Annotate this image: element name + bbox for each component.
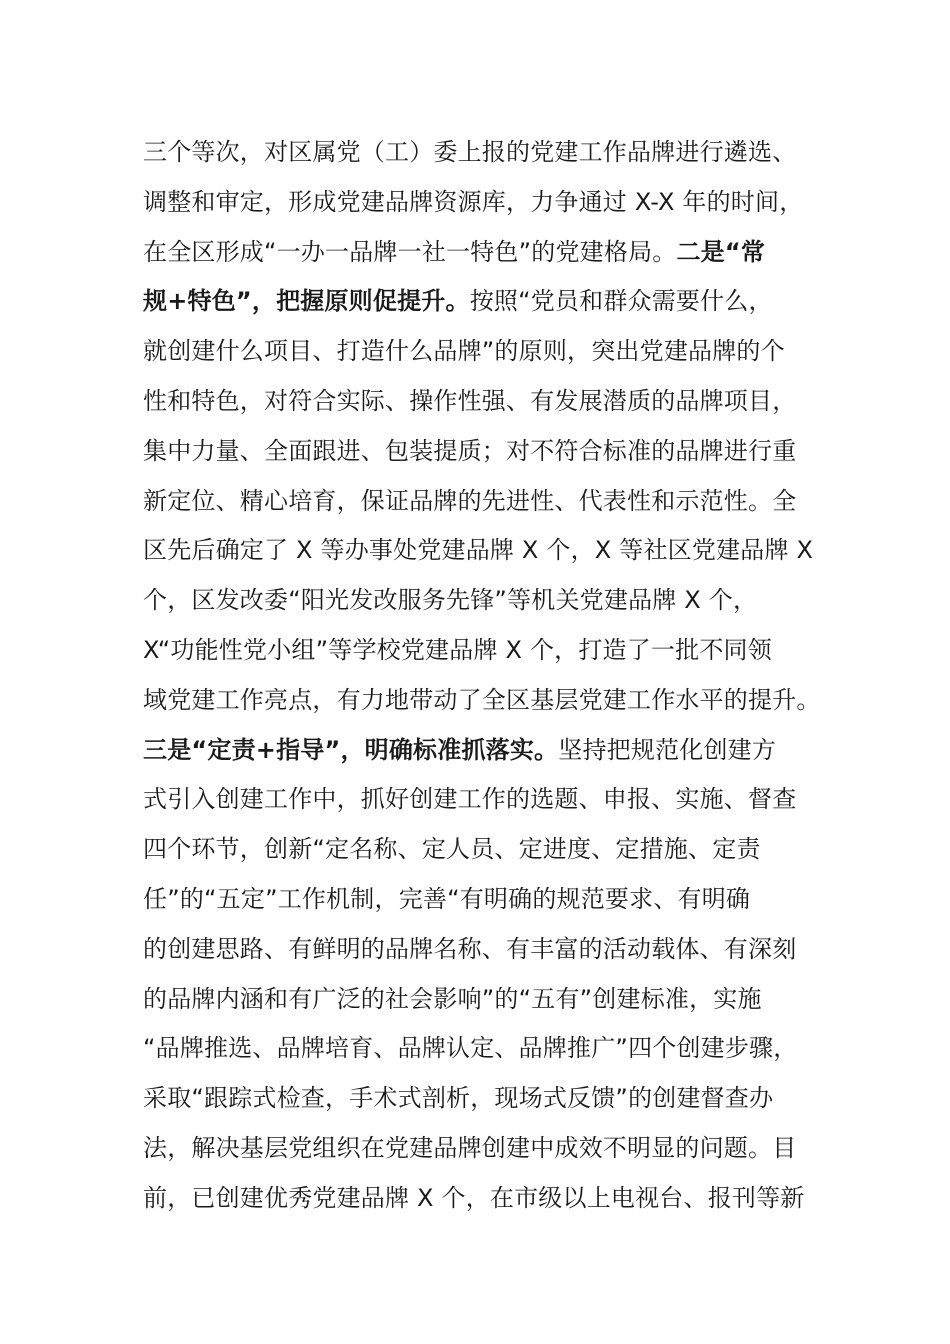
text-line-15: 四个环节，创新“定名称、定人员、定进度、定措施、定责 bbox=[143, 835, 761, 864]
body-paragraph bbox=[143, 128, 833, 1224]
text-line-9: 区先后确定了 X 等办事处党建品牌 X 个，X 等社区党建品牌 X bbox=[143, 536, 814, 565]
text-line-10: 个，区发改委“阳光发改服务先锋”等机关党建品牌 X 个， bbox=[143, 586, 758, 615]
text-line-13: 三是“定责+指导”，明确标准抓落实。坚持把规范化创建方 bbox=[143, 735, 777, 764]
text-line-8: 新定位、精心培育，保证品牌的先进性、代表性和示范性。全 bbox=[143, 486, 797, 515]
text-line-16: 任”的“五定”工作机制，完善“有明确的规范要求、有明确 bbox=[143, 884, 751, 913]
bold-heading-fragment: 三是“定责+指导”，明确标准抓落实。 bbox=[143, 735, 559, 764]
text-line-6: 性和特色，对符合实际、操作性强、有发展潜质的品牌项目， bbox=[143, 386, 797, 415]
text-line-21: 法，解决基层党组织在党建品牌创建中成效不明显的问题。目 bbox=[143, 1133, 797, 1162]
text-line-18: 的品牌内涵和有广泛的社会影响”的“五有”创建标准，实施 bbox=[143, 984, 762, 1013]
text-line-20: 采取“跟踪式检查，手术式剖析，现场式反馈”的创建督查办 bbox=[143, 1084, 774, 1113]
text-line-17: 的创建思路、有鲜明的品牌名称、有丰富的活动载体、有深刻 bbox=[143, 934, 797, 963]
text-line-4: 规+特色”，把握原则促提升。按照“党员和群众需要什么， bbox=[143, 287, 773, 316]
text-line-2: 调整和审定，形成党建品牌资源库，力争通过 X-X 年的时间， bbox=[143, 187, 804, 216]
bold-heading-fragment: 规+特色”，把握原则促提升。 bbox=[143, 287, 470, 316]
text-line-1: 三个等次，对区属党（工）委上报的党建工作品牌进行遴选、 bbox=[143, 138, 797, 166]
text-line-7: 集中力量、全面跟进、包装提质；对不符合标准的品牌进行重 bbox=[143, 436, 797, 465]
text-line-3: 在全区形成“一办一品牌一社一特色”的党建格局。二是“常 bbox=[143, 237, 766, 266]
text-line-5: 就创建什么项目、打造什么品牌”的原则，突出党建品牌的个 bbox=[143, 337, 785, 366]
bold-heading-fragment: 二是“常 bbox=[676, 237, 766, 266]
text-line-14: 式引入创建工作中，抓好创建工作的选题、申报、实施、督查 bbox=[143, 785, 797, 814]
text-line-12: 域党建工作亮点，有力地带动了全区基层党建工作水平的提升。 bbox=[143, 685, 821, 714]
text-line-11: X“功能性党小组”等学校党建品牌 X 个，打造了一批不同领 bbox=[143, 635, 772, 664]
text-line-22: 前，已创建优秀党建品牌 X 个，在市级以上电视台、报刊等新 bbox=[143, 1183, 805, 1212]
text-line-19: “品牌推选、品牌培育、品牌认定、品牌推广”四个创建步骤， bbox=[143, 1034, 798, 1063]
